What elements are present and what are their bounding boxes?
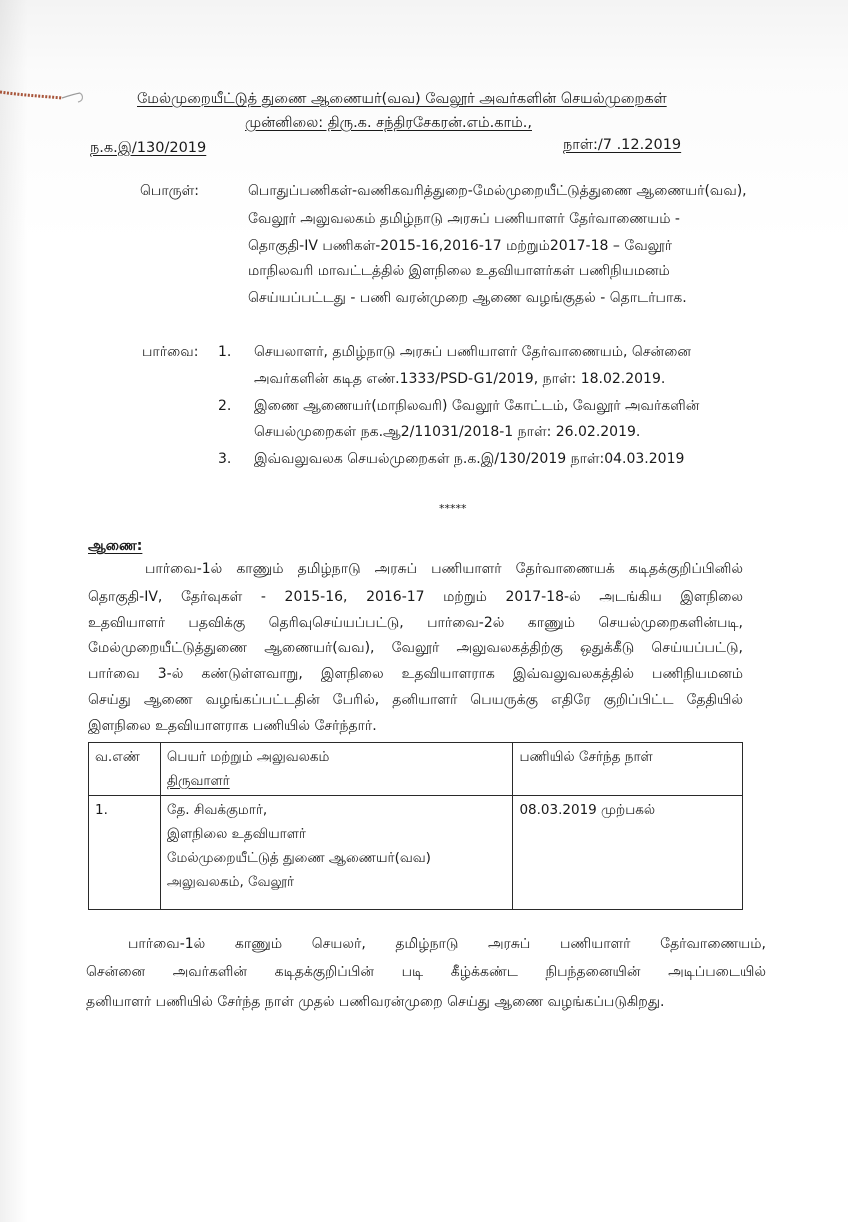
order-heading: ஆணை: [88, 538, 143, 554]
header-name: பெயர் மற்றும் அலுவலகம் திருவாளர் [160, 743, 513, 796]
order-date: நாள்:/7 .12.2019 [563, 137, 682, 153]
subject-label: பொருள்: [140, 183, 199, 199]
page-edge-shadow [0, 0, 28, 1222]
reference-number-3: 3. [218, 451, 232, 467]
header-sno: வ.எண் [89, 743, 161, 796]
row-name: தே. சிவக்குமார், இளநிலை உதவியாளர் மேல்முறையீட்டுத் துணை ஆணையர்(வவ) அலுவலகம், வேலூர் [160, 796, 513, 910]
table-row [89, 796, 743, 910]
subject-line: மாநிலவரி மாவட்டத்தில் இளநிலை உதவியாளர்கள் பணிநியமனம் [248, 263, 670, 279]
subject-line: வேலூர் அலுவலகம் தமிழ்நாடு அரசுப் பணியாளர் தேர்வாணையம் - [248, 211, 680, 227]
order-paragraph-line: தொகுதி-IV, தேர்வுகள் - 2015-16, 2016-17 மற்றும் 2017-18-ல் அடங்கிய இளநிலை [88, 589, 743, 605]
closing-line: சென்னை அவர்களின் கடிதக்குறிப்பின் படி கீழ்க்கண்ட நிபந்தனையின் அடிப்படையில் [86, 964, 766, 980]
reference-line: அவர்களின் கடித எண்.1333/PSD-G1/2019, நாள்: 18.02.2019. [254, 371, 666, 387]
reference-line: செயலாளர், தமிழ்நாடு அரசுப் பணியாளர் தேர்வாணையம், சென்னை [254, 344, 691, 360]
appointment-table [88, 742, 743, 910]
references-label: பார்வை: [142, 344, 199, 360]
order-paragraph-line: இளநிலை உதவியாளராக பணியில் சேர்ந்தார். [88, 718, 377, 734]
reference-line: செயல்முறைகள் நக.ஆ2/11031/2018-1 நாள்: 26.02.2019. [254, 424, 641, 440]
reference-line: இவ்வலுவலக செயல்முறைகள் ந.க.இ/130/2019 நாள்:04.03.2019 [254, 451, 685, 467]
presence-line: முன்னிலை: திரு.க. சந்திரசேகரன்.எம்.காம்., [245, 115, 532, 131]
reference-number-2: 2. [218, 398, 232, 414]
thread-tag-icon [0, 84, 86, 104]
closing-line: பார்வை-1ல் காணும் செயலர், தமிழ்நாடு அரசுப் பணியாளர் தேர்வாணையம், [128, 936, 766, 952]
order-paragraph-line: மேல்முறையீட்டுத்துணை ஆணையர்(வவ), வேலூர் அலுவலகத்திற்கு ஒதுக்கீடு செய்யப்பட்டு, [88, 640, 743, 656]
header-joined: பணியில் சேர்ந்த நாள் [513, 743, 743, 796]
row-sno: 1. [89, 796, 161, 910]
subject-line: செய்யப்பட்டது - பணி வரன்முறை ஆணை வழங்குதல் - தொடர்பாக. [248, 290, 687, 306]
row-joined: 08.03.2019 முற்பகல் [513, 796, 743, 910]
order-title: மேல்முறையீட்டுத் துணை ஆணையர்(வவ) வேலூர் அவர்களின் செயல்முறைகள் [137, 91, 667, 107]
order-paragraph-line: செய்து ஆணை வழங்கப்பட்டதின் பேரில், தனியாளர் பெயருக்கு எதிரே குறிப்பிட்ட தேதியில் [88, 692, 743, 708]
reference-line: இணை ஆணையர்(மாநிலவரி) வேலூர் கோட்டம், வேலூர் அவர்களின் [254, 398, 700, 414]
reference-number-1: 1. [218, 344, 232, 360]
separator-stars: ***** [439, 502, 467, 515]
reference-number: ந.க.இ/130/2019 [90, 140, 207, 156]
subject-line: தொகுதி-IV பணிகள்-2015-16,2016-17 மற்றும்2017-18 – வேலூர் [248, 238, 673, 254]
table-header-row [89, 743, 743, 796]
order-paragraph-line: பார்வை 3-ல் கண்டுள்ளவாறு, இளநிலை உதவியாளராக இவ்வலுவலகத்தில் பணிநியமனம் [88, 666, 743, 682]
order-paragraph-line: பார்வை-1ல் காணும் தமிழ்நாடு அரசுப் பணியாளர் தேர்வாணையக் கடிதக்குறிப்பினில் [145, 561, 743, 577]
order-paragraph-line: உதவியாளர் பதவிக்கு தெரிவுசெய்யப்பட்டு, பார்வை-2ல் காணும் செயல்முறைகளின்படி, [88, 615, 743, 631]
subject-line: பொதுப்பணிகள்-வணிகவரித்துறை-மேல்முறையீட்டுத்துணை ஆணையர்(வவ), [248, 183, 747, 199]
closing-line: தனியாளர் பணியில் சேர்ந்த நாள் முதல் பணிவரன்முறை செய்து ஆணை வழங்கப்படுகிறது. [86, 994, 665, 1010]
